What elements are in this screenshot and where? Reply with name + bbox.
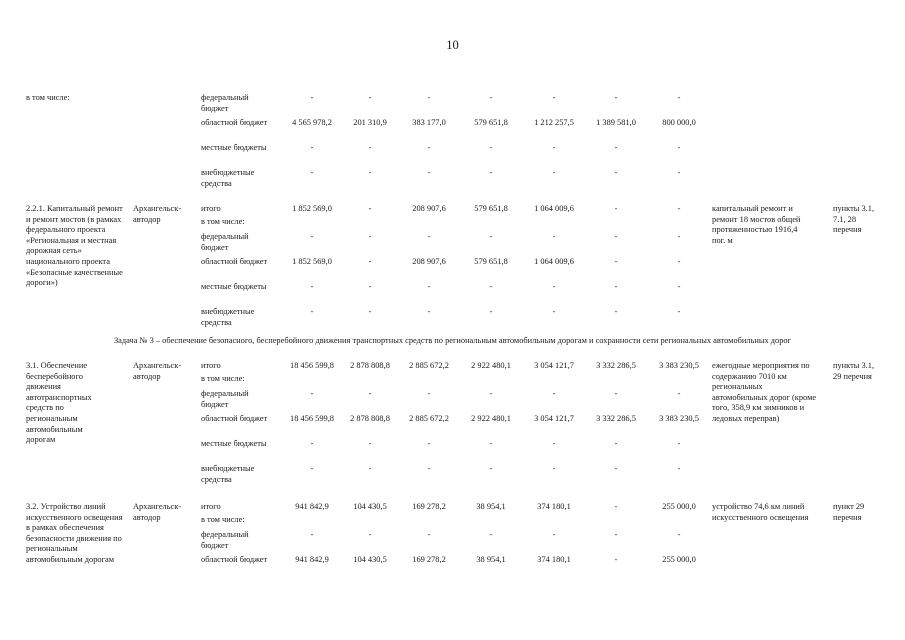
year-value: - (552, 282, 556, 291)
budget-source: федеральный бюджет (201, 232, 249, 252)
budget-source: местные бюджеты (201, 282, 267, 291)
year-value: - (552, 232, 556, 241)
budget-source: внебюджетные средства (201, 168, 255, 188)
year-value: - (614, 439, 618, 448)
year-value: - (310, 530, 314, 539)
year-value: - (677, 168, 681, 177)
year-value: - (427, 168, 431, 177)
year-value: - (614, 389, 618, 398)
budget-row (0, 414, 905, 436)
year-value: 383 177,0 (412, 118, 446, 127)
year-value: - (614, 530, 618, 539)
year-value: - (310, 464, 314, 473)
year-value: 169 278,2 (412, 502, 446, 511)
year-value: - (427, 389, 431, 398)
year-value: 941 842,9 (295, 502, 329, 511)
year-value: - (489, 93, 493, 102)
year-value: - (368, 282, 372, 291)
year-value: - (552, 439, 556, 448)
year-value: 3 054 121,7 (534, 414, 574, 423)
year-value: - (368, 530, 372, 539)
item-32-link: пункт 29 перечня (833, 502, 865, 522)
year-value: - (489, 389, 493, 398)
year-value: - (677, 439, 681, 448)
year-value: - (614, 555, 618, 564)
year-value: 4 565 978,2 (292, 118, 332, 127)
budget-source: внебюджетные средства (201, 307, 255, 327)
year-value: 38 954,1 (476, 555, 506, 564)
budget-row (0, 168, 905, 190)
year-value: 2 922 480,1 (471, 414, 511, 423)
year-value: 2 878 808,8 (350, 361, 390, 370)
budget-source: итого (201, 361, 221, 370)
year-value: - (427, 439, 431, 448)
year-value: 2 885 672,2 (409, 361, 449, 370)
budget-row (0, 93, 905, 115)
budget-source: итого (201, 502, 221, 511)
year-value: - (310, 232, 314, 241)
year-value: - (368, 257, 372, 266)
budget-row (0, 118, 905, 140)
year-value: 18 456 599,8 (290, 414, 334, 423)
year-value: 2 922 480,1 (471, 361, 511, 370)
budget-row (0, 464, 905, 486)
budget-row (0, 282, 905, 304)
year-value: - (677, 530, 681, 539)
year-value: - (489, 143, 493, 152)
item-31-link: пункты 3.1, 29 перечня (833, 361, 875, 381)
year-value: - (310, 143, 314, 152)
year-value: - (310, 307, 314, 316)
year-value: - (552, 168, 556, 177)
year-value: - (489, 464, 493, 473)
year-value: - (677, 232, 681, 241)
year-value: - (614, 464, 618, 473)
budget-row (0, 232, 905, 254)
year-value: 374 180,1 (537, 555, 571, 564)
budget-row (0, 389, 905, 411)
budget-source: местные бюджеты (201, 439, 267, 448)
page-number: 10 (446, 38, 459, 52)
year-value: - (614, 282, 618, 291)
year-value: - (310, 93, 314, 102)
budget-source: областной бюджет (201, 555, 268, 564)
year-value: 1 064 009,6 (534, 204, 574, 213)
year-value: - (489, 530, 493, 539)
year-value: - (310, 439, 314, 448)
year-value: - (427, 93, 431, 102)
budget-source: местные бюджеты (201, 143, 267, 152)
year-value: 104 430,5 (353, 502, 387, 511)
year-value: - (368, 168, 372, 177)
year-value: - (368, 389, 372, 398)
budget-source: внебюджетные средства (201, 464, 255, 484)
item-31-executor: Архангельск-автодор (133, 361, 182, 381)
year-value: - (677, 282, 681, 291)
year-value: - (489, 232, 493, 241)
year-value: 1 852 569,0 (292, 204, 332, 213)
year-value: 255 000,0 (662, 555, 696, 564)
year-value: 1 852 569,0 (292, 257, 332, 266)
year-value: - (310, 389, 314, 398)
year-value: - (614, 232, 618, 241)
year-value: - (614, 257, 618, 266)
budget-source: федеральный бюджет (201, 93, 249, 113)
year-value: - (614, 307, 618, 316)
year-value: 1 212 257,5 (534, 118, 574, 127)
item-31-name: 3.1. Обеспечение бесперебойного движения автотранспортных средств по региональным автомобильным дорогам (26, 361, 92, 445)
year-value: 579 651,8 (474, 204, 508, 213)
year-value: 208 907,6 (412, 204, 446, 213)
year-value: - (677, 307, 681, 316)
year-value: 3 332 286,5 (596, 361, 636, 370)
year-value: - (552, 93, 556, 102)
year-value: - (310, 282, 314, 291)
year-value: 374 180,1 (537, 502, 571, 511)
budget-source: областной бюджет (201, 118, 268, 127)
item-221-name: 2.2.1. Капитальный ремонт и ремонт мостов (в рамках федерального проекта «Региональная и местная дорожная сеть» национального проекта «Безопасные качественные дороги») (26, 204, 123, 288)
item-32-result: устройство 74,6 км линий искусственного освещения (712, 502, 809, 522)
item-221-executor: Архангельск-автодор (133, 204, 182, 224)
year-value: - (427, 464, 431, 473)
year-value: 38 954,1 (476, 502, 506, 511)
year-value: 3 383 230,5 (659, 414, 699, 423)
year-value: - (677, 389, 681, 398)
item-32-name: 3.2. Устройство линий искусственного освещения в рамках обеспечения безопасности движения по региональным автомобильным дорогам (26, 502, 123, 564)
budget-row (0, 307, 905, 329)
budget-source: федеральный бюджет (201, 389, 249, 409)
item-32-executor: Архангельск-автодор (133, 502, 182, 522)
year-value: 1 389 581,0 (596, 118, 636, 127)
budget-row (0, 143, 905, 165)
task-3-heading: Задача № 3 – обеспечение безопасного, бесперебойного движения транспортных средств по региональным автомобильным дорогам и сохранности сети региональных автомобильных дорог (113, 336, 792, 345)
year-value: 941 842,9 (295, 555, 329, 564)
year-value: - (368, 464, 372, 473)
year-value: - (427, 282, 431, 291)
budget-source: в том числе: (201, 217, 245, 226)
budget-source: областной бюджет (201, 257, 268, 266)
year-value: - (368, 143, 372, 152)
year-value: - (489, 282, 493, 291)
year-value: 579 651,8 (474, 118, 508, 127)
item-221-link: пункты 3.1, 7.1, 28 перечня (833, 204, 875, 235)
budget-row (0, 439, 905, 461)
budget-row (0, 257, 905, 279)
intro-label: в том числе: (26, 93, 70, 102)
year-value: - (677, 204, 681, 213)
year-value: - (677, 464, 681, 473)
year-value: 1 064 009,6 (534, 257, 574, 266)
budget-source: федеральный бюджет (201, 530, 249, 550)
budget-source: в том числе: (201, 515, 245, 524)
budget-row (0, 530, 905, 552)
year-value: 3 383 230,5 (659, 361, 699, 370)
budget-source: областной бюджет (201, 414, 268, 423)
year-value: 18 456 599,8 (290, 361, 334, 370)
year-value: - (614, 168, 618, 177)
year-value: - (614, 143, 618, 152)
year-value: - (552, 530, 556, 539)
year-value: 800 000,0 (662, 118, 696, 127)
year-value: 3 332 286,5 (596, 414, 636, 423)
year-value: - (368, 232, 372, 241)
year-value: 169 278,2 (412, 555, 446, 564)
year-value: - (614, 93, 618, 102)
year-value: - (552, 389, 556, 398)
year-value: - (427, 143, 431, 152)
year-value: - (489, 168, 493, 177)
year-value: 579 651,8 (474, 257, 508, 266)
year-value: - (368, 204, 372, 213)
year-value: - (310, 168, 314, 177)
year-value: - (427, 232, 431, 241)
budget-row (0, 555, 905, 577)
year-value: - (552, 143, 556, 152)
year-value: - (489, 439, 493, 448)
year-value: 208 907,6 (412, 257, 446, 266)
item-221-result: капитальный ремонт и ремонт 18 мостов общей протяженностью 1916,4 пог. м (712, 204, 801, 245)
year-value: 3 054 121,7 (534, 361, 574, 370)
year-value: - (552, 307, 556, 316)
year-value: - (368, 93, 372, 102)
year-value: - (677, 93, 681, 102)
year-value: 201 310,9 (353, 118, 387, 127)
budget-source: в том числе: (201, 374, 245, 383)
year-value: 104 430,5 (353, 555, 387, 564)
year-value: - (677, 257, 681, 266)
year-value: - (368, 439, 372, 448)
year-value: - (614, 502, 618, 511)
year-value: 255 000,0 (662, 502, 696, 511)
year-value: - (614, 204, 618, 213)
year-value: - (368, 307, 372, 316)
year-value: 2 885 672,2 (409, 414, 449, 423)
budget-source: итого (201, 204, 221, 213)
year-value: 2 878 808,8 (350, 414, 390, 423)
year-value: - (427, 307, 431, 316)
item-31-result: ежегодные мероприятия по содержанию 7010 км региональных автомобильных дорог (кроме того, 358,9 км зимников и ледовых переправ) (712, 361, 817, 423)
year-value: - (677, 143, 681, 152)
year-value: - (489, 307, 493, 316)
year-value: - (427, 530, 431, 539)
year-value: - (552, 464, 556, 473)
